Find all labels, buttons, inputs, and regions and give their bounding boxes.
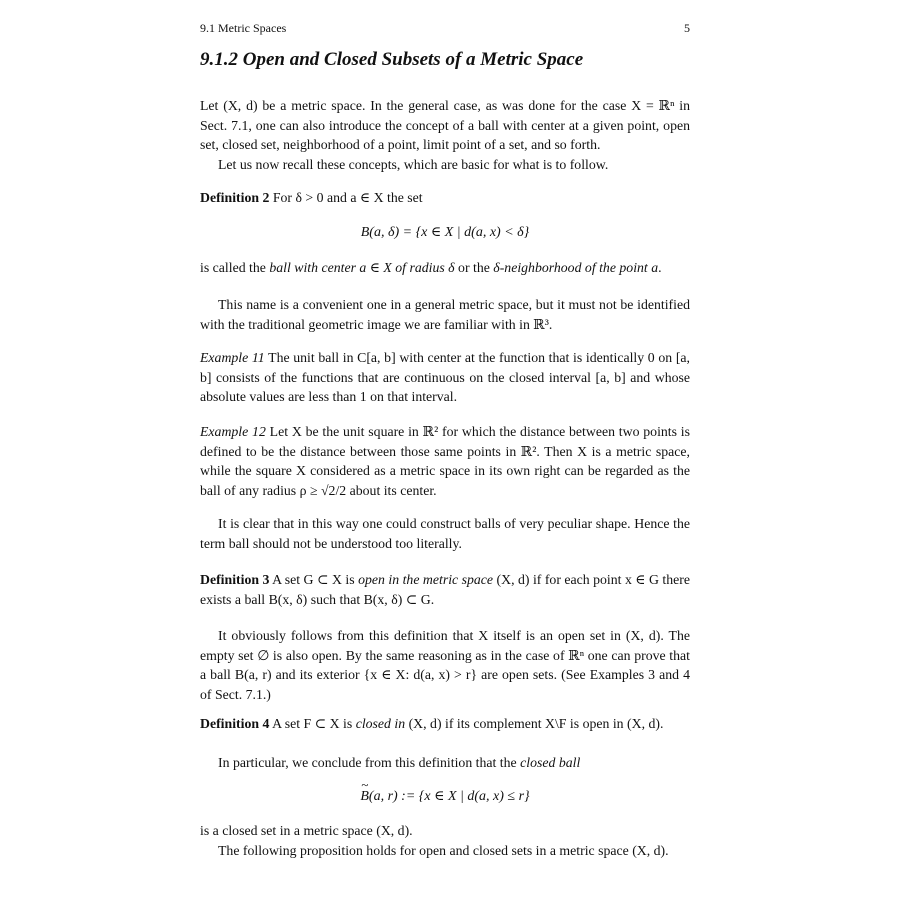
closing-sentence: The following proposition holds for open and closed sets in a metric space (X, d). <box>218 842 669 858</box>
running-header: 9.1 Metric Spaces <box>200 21 287 35</box>
closed-ball-intro: In particular, we conclude from this definition that the closed ball <box>218 755 581 770</box>
ball-term: ball with center a ∈ X of radius δ <box>269 260 455 275</box>
closed-ball-conclusion <box>200 821 690 860</box>
remark-paragraph-1: This name is a convenient one in a general metric space, but it must not be identified with the traditional geometric image we are familiar with in ℝ³. <box>200 297 690 332</box>
example-11 <box>200 348 690 407</box>
definition-2-label: Definition 2 <box>200 190 270 205</box>
closed-ball-term: closed ball <box>520 755 581 770</box>
ball-formula: B(a, δ) = {x ∈ X | d(a, x) < δ} <box>360 225 530 240</box>
intro-text-2: Let us now recall these concepts, which are basic for what is to follow. <box>218 156 609 172</box>
closed-ball-formula: ~ B(a, r) := {x ∈ X | d(a, x) ≤ r} <box>200 787 690 807</box>
definition-2-conclusion: is called the ball with center a ∈ X of radius δ or the δ-neighborhood of the point a. <box>200 260 662 275</box>
example-11-label: Example 11 <box>200 350 265 365</box>
example-12 <box>200 422 690 500</box>
definition-3-label: Definition 3 <box>200 572 270 587</box>
neighborhood-term: δ-neighborhood of the point a <box>493 260 659 275</box>
example-11-text: The unit ball in C[a, b] with center at the function that is identically 0 on [a, b] consists of the functions that are continuous on the closed interval [a, b] and whose absolute values are less than 1 on that interval. <box>200 350 690 405</box>
example-12-text: Let X be the unit square in ℝ² for which the distance between two points is defined to be the distance between those same points in ℝ². Then X is a metric space, while the square X considered as a metric space in its own right can be regarded as the ball of any radius ρ ≥ √2/2 about its center. <box>200 424 690 498</box>
example-12-label: Example 12 <box>200 424 266 439</box>
remark-paragraph-2: It is clear that in this way one could construct balls of very peculiar shape. Hence the term ball should not be understood too literally. <box>200 516 690 551</box>
intro-text-1: Let (X, d) be a metric space. In the general case, as was done for the case X = ℝⁿ in Sect. 7.1, one can also introduce the concept of a ball with center at a given point, open set, closed set, neighborhood of a point, limit point of a set, and so forth. <box>200 98 690 153</box>
intro-paragraph <box>200 96 690 174</box>
definition-2-text: For δ > 0 and a ∈ X the set <box>272 190 423 205</box>
open-set-term: open in the metric space <box>358 572 494 587</box>
definition-2 <box>200 188 690 208</box>
definition-4: Definition 4 A set F ⊂ X is closed in (X, d) if its complement X\F is open in (X, d). <box>200 716 664 731</box>
page-number: 5 <box>684 21 690 35</box>
closed-set-term: closed in <box>355 716 406 731</box>
definition-4-label: Definition 4 <box>200 716 270 731</box>
closed-ball-symbol: ~ B <box>360 787 369 807</box>
section-title: 9.1.2 Open and Closed Subsets of a Metric Space <box>200 49 584 70</box>
definition-3: Definition 3 A set G ⊂ X is open in the metric space (X, d) if for each point x ∈ G there exists a ball B(x, δ) such that B(x, δ) ⊂ G. <box>200 572 690 607</box>
remark-paragraph-3: It obviously follows from this definition that X itself is an open set in (X, d). The empty set ∅ is also open. By the same reasoning as in the case of ℝⁿ one can prove that a ball B(a, r) and its exterior {x ∈ X: d(a, x) > r} are open sets. (See Examples 3 and 4 of Sect. 7.1.) <box>200 628 690 702</box>
closed-ball-after: is a closed set in a metric space (X, d). <box>200 823 413 838</box>
